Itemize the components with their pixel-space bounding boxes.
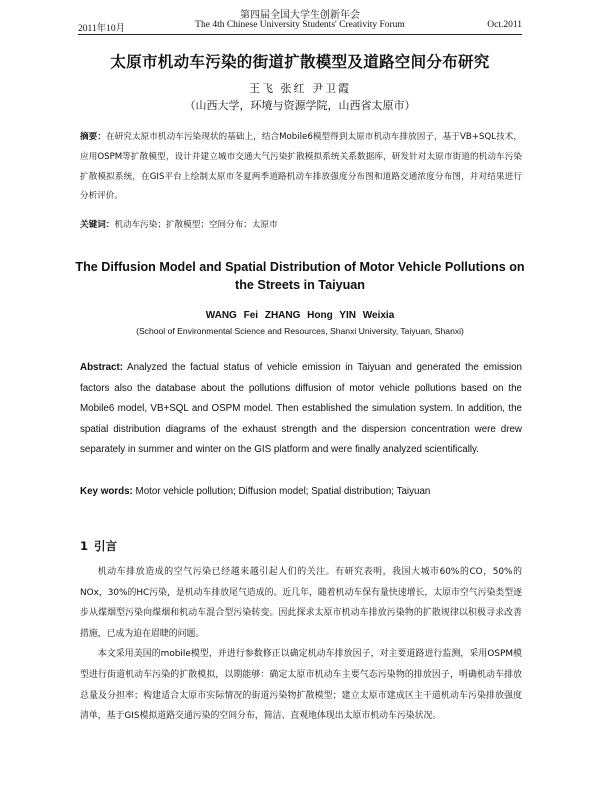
abstract-cn-label: 摘要： [80, 132, 106, 142]
abstract-cn-text: 在研究太原市机动车污染现状的基础上，结合Mobile6模型得到太原市机动车排放因子，基于VB+SQL技术，应用OSPM等扩散模型，设计并建立城市交通大气污染扩散模拟系统关系数据库，研发针对太原市街道的机动车污染扩散模拟系统，在GIS平台上绘制太原市冬夏两季道路机动车排放强度分布图和道路交通浓度分布图，并对结果进行分析评价。 [80, 132, 522, 202]
abstract-en-label: Abstract: [80, 362, 124, 373]
affiliation-cn: （山西大学，环境与资源学院，山西省太原市） [184, 99, 416, 112]
paper-title-cn: 太原市机动车污染的街道扩散模型及道路空间分布研究 [110, 53, 490, 71]
authors-en: WANG Fei ZHANG Hong YIN Weixia [205, 310, 395, 321]
keywords-en-label: Key words: [80, 486, 133, 497]
authors-cn: 王飞 张红 尹卫霞 [249, 82, 351, 95]
section-body [80, 562, 522, 727]
paragraph: 机动车排放造成的空气污染已经越来越引起人们的关注。有研究表明，我国大城市60%的CO，50%的NOx，30%的HC污染，是机动车排放尾气造成的。近几年，随着机动车保有量快速增长，太原市空气污染类型逐步从煤烟型污染向煤烟和机动车混合型污染转变。因此探求太原市机动车排放污染物的扩散规律以积极寻求改善措施，已成为迫在眉睫的问题。 [80, 567, 522, 639]
conference-date-cn: 2011年10月 [78, 24, 126, 34]
conference-name-cn: 第四届全国大学生创新年会 [240, 10, 360, 21]
keywords-en-text: Motor vehicle pollution; Diffusion model; Spatial distribution; Taiyuan [135, 486, 431, 497]
abstract-en-text: Analyzed the factual status of vehicle emission in Taiyuan and generated the emission factors also the database about the pollutions diffusion of motor vehicle pollutions based on the Mobile6 model, VB+SQL and OSPM model. Then established the simulation system. In addition, the spatial distribution diagrams of the exhaust strength and the dispersion concentration were drew separately in summer and winter on the GIS platform and were finally analyzed scientifically. [80, 362, 522, 455]
section-heading-introduction [80, 538, 123, 554]
keywords-cn [80, 218, 522, 230]
section-number: 1 [80, 539, 89, 553]
running-head [78, 6, 522, 35]
keywords-cn-text: 机动车污染；扩散模型；空间分布；太原市 [114, 220, 278, 230]
keywords-en [80, 486, 522, 497]
section-title: 引言 [94, 539, 118, 553]
keywords-cn-label: 关键词： [80, 220, 115, 230]
abstract-en [80, 358, 522, 461]
paper-title-en: The Diffusion Model and Spatial Distribution of Motor Vehicle Pollutions on the Streets in Taiyuan [75, 260, 525, 292]
abstract-cn [80, 128, 522, 207]
affiliation-en: (School of Environmental Science and Resources, Shanxi University, Taiyuan, Shanxi) [136, 326, 464, 336]
conference-date-en: Oct.2011 [487, 20, 522, 30]
paragraph: 本文采用美国的mobile模型，并进行参数修正以确定机动车排放因子，对主要道路进行监测，采用OSPM模型进行街道机动车污染的扩散模拟，以期能够：确定太原市机动车主要气态污染物的排放因子，明确机动车排放总量及分担率；构建适合太原市实际情况的街道污染物扩散模型；建立太原市建成区主干道机动车污染排放强度清单，基于GIS模拟道路交通污染的空间分布，简洁、直观地体现出太原市机动车污染状况。 [80, 649, 522, 722]
conference-name-en: The 4th Chinese University Students' Creativity Forum [195, 20, 405, 30]
